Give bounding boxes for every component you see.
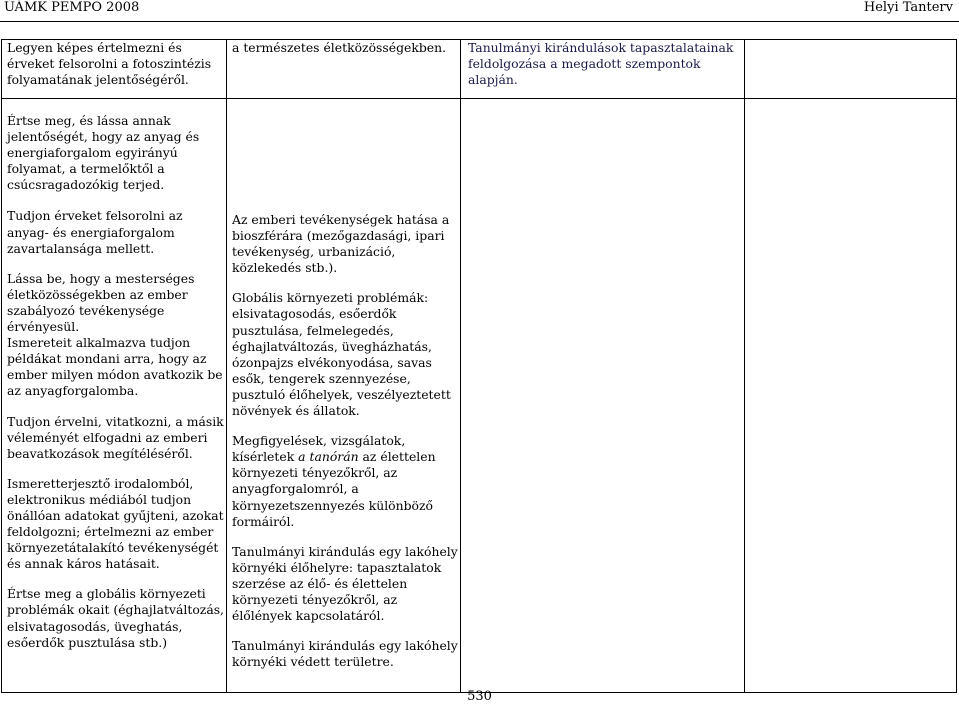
observation-italic: a tanórán [298,449,359,465]
table-cell-empty [745,99,957,693]
table-cell-goals [2,40,227,99]
observation-prefix: Megfigyelések, vizsgálatok, kísérletek [232,433,406,465]
header-left-title: ÚÁMK PEMPO 2008 [4,0,140,15]
table-cell-empty [745,40,957,99]
table-row [2,99,957,693]
table-cell-activities [461,40,745,99]
page-number: 530 [467,689,492,704]
content-text: Globális környezeti problémák: elsivatagosodás, esőerdők pusztulása, felmelegedés, éghajlatváltozás, üvegházhatás, ózonpajzs elvékonyodása, savas esők, tengerek szennyezése, pusztuló élőhelyek, veszélyeztetett növények és állatok. [232,290,451,419]
page-header [0,0,959,22]
activity-text: Tanulmányi kirándulások tapasztalatainak feldolgozása a megadott szempontok alapján. [468,40,734,88]
field-trip-text: Tanulmányi kirándulás egy lakóhely környéki védett területre. [232,638,458,670]
field-trip-text: Tanulmányi kirándulás egy lakóhely környéki élőhelyre: tapasztalatok szerzése az élő- és élettelen környezeti tényezőkről, az élőlények kapcsolatáról. [232,543,458,624]
table-cell-activities [461,99,745,693]
table-cell-content [227,99,461,693]
curriculum-table [1,39,957,693]
goal-text: Tudjon érvelni, vitatkozni, a másik véleményét elfogadni az emberi beavatkozások megítéléséről. [7,413,224,461]
goal-text: Értse meg a globális környezeti problémák okait (éghajlatváltozás, elsivatagosodás, üveghatás, esőerdők pusztulása stb.) [7,586,224,650]
content-text: Az emberi tevékenységek hatása a bioszférára (mezőgazdasági, ipari tevékenység, urbanizáció, közlekedés stb.). [232,212,450,276]
table-cell-content [227,40,461,99]
content-text: a természetes életközösségekben. [232,40,447,55]
goal-text: Tudjon érveket felsorolni az anyag- és energiaforgalom zavartalansága mellett. [7,208,183,256]
table-row [2,40,957,99]
goal-text: Lássa be, hogy a mesterséges életközösségekben az ember szabályozó tevékenysége érvényesül. [7,270,195,335]
goal-text: Legyen képes értelmezni és érveket felsorolni a fotoszintézis folyamatának jelentőségéről. [7,40,212,88]
goal-text: Értse meg, és lássa annak jelentőségét, hogy az anyag és energiaforgalom egyirányú folyamat, a termelőktől a csúcsragadozókig terjed. [7,113,200,193]
observation-text [232,433,460,530]
goal-text: Ismeretterjesztő irodalomból, elektronikus médiából tudjon önállóan adatokat gyűjteni, azokat feldolgozni; értelmezni az ember környezetátalakító tevékenységét és annak káros hatásait. [7,475,224,572]
table-cell-goals [2,99,227,693]
goal-text: Ismereteit alkalmazva tudjon példákat mondani arra, hogy az ember milyen módon avatkozik be az anyagforgalomba. [7,335,223,399]
observation-suffix: az élettelen környezeti tényezőkről, az anyagforgalomról, a környezetszennyezés különböző formáiról. [232,449,436,529]
header-right-title: Helyi Tanterv [863,0,953,15]
header-divider [0,21,959,22]
